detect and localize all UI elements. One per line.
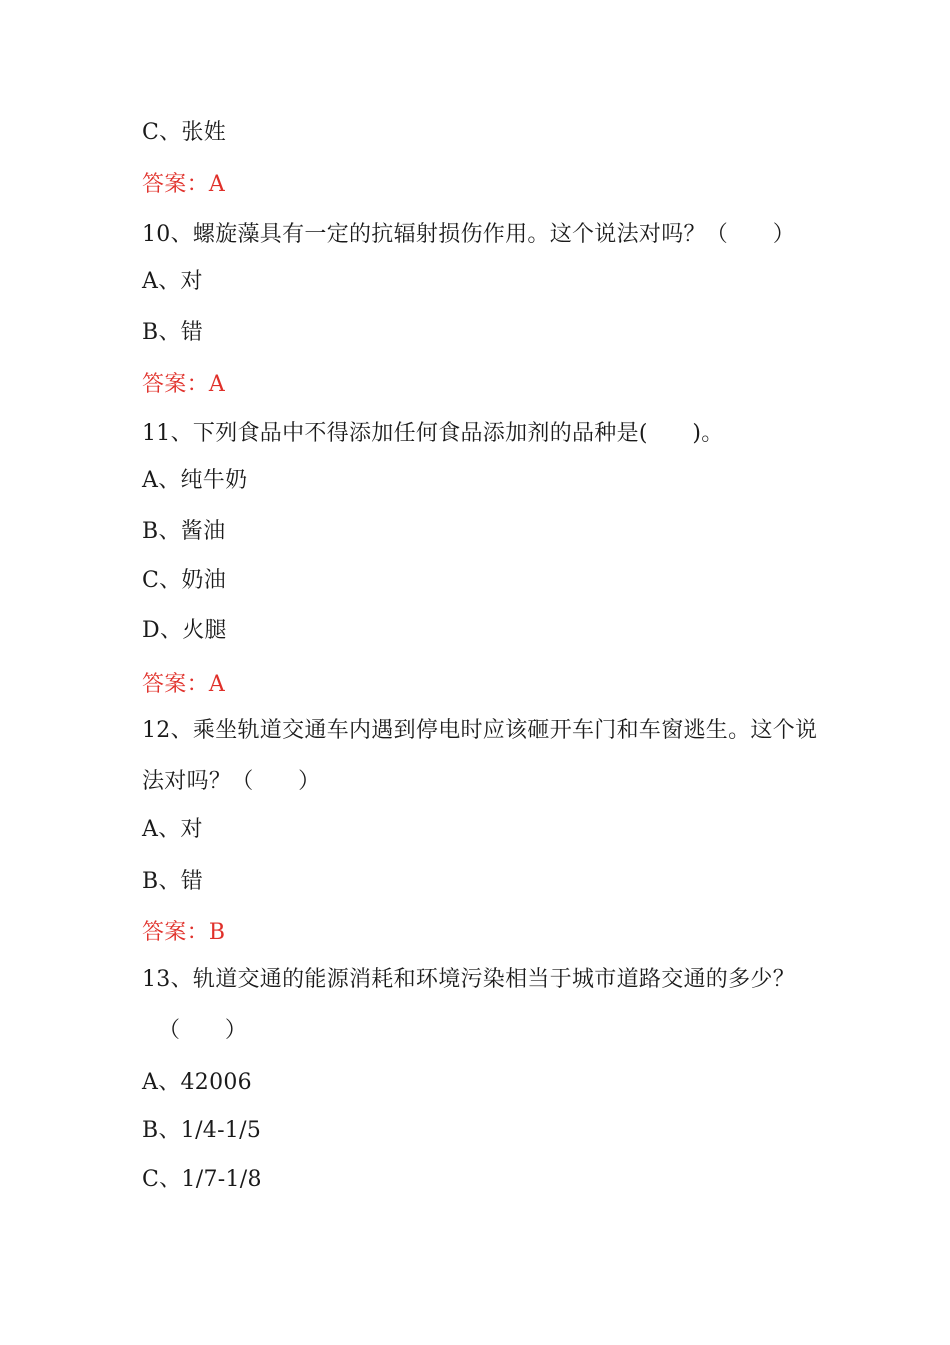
option-line: A、对 [142,269,203,294]
option-line: D、火腿 [142,618,227,643]
question-line: 法对吗？（ ） [142,769,321,794]
answer-line: 答案：B [142,920,226,945]
answer-line: 答案：A [142,372,226,397]
answer-line: 答案：A [142,172,226,197]
option-line: A、对 [142,817,203,842]
option-line: C、1/7-1/8 [142,1167,262,1192]
option-line: B、1/4-1/5 [142,1118,262,1143]
option-line: B、错 [142,869,204,894]
question-line: 10、螺旋藻具有一定的抗辐射损伤作用。这个说法对吗？（ ） [142,222,795,247]
option-line: B、酱油 [142,519,226,544]
answer-line: 答案：A [142,672,226,697]
question-line: 12、乘坐轨道交通车内遇到停电时应该砸开车门和车窗逃生。这个说 [142,718,818,743]
option-line: A、42006 [142,1070,252,1095]
question-line: （ ） [158,1018,248,1043]
option-line: C、奶油 [142,568,227,593]
question-line: 11、下列食品中不得添加任何食品添加剂的品种是( )。 [142,421,724,446]
option-line: A、纯牛奶 [142,468,248,493]
question-line: 13、轨道交通的能源消耗和环境污染相当于城市道路交通的多少？ [142,967,795,992]
option-line: C、张姓 [142,120,227,145]
option-line: B、错 [142,320,204,345]
